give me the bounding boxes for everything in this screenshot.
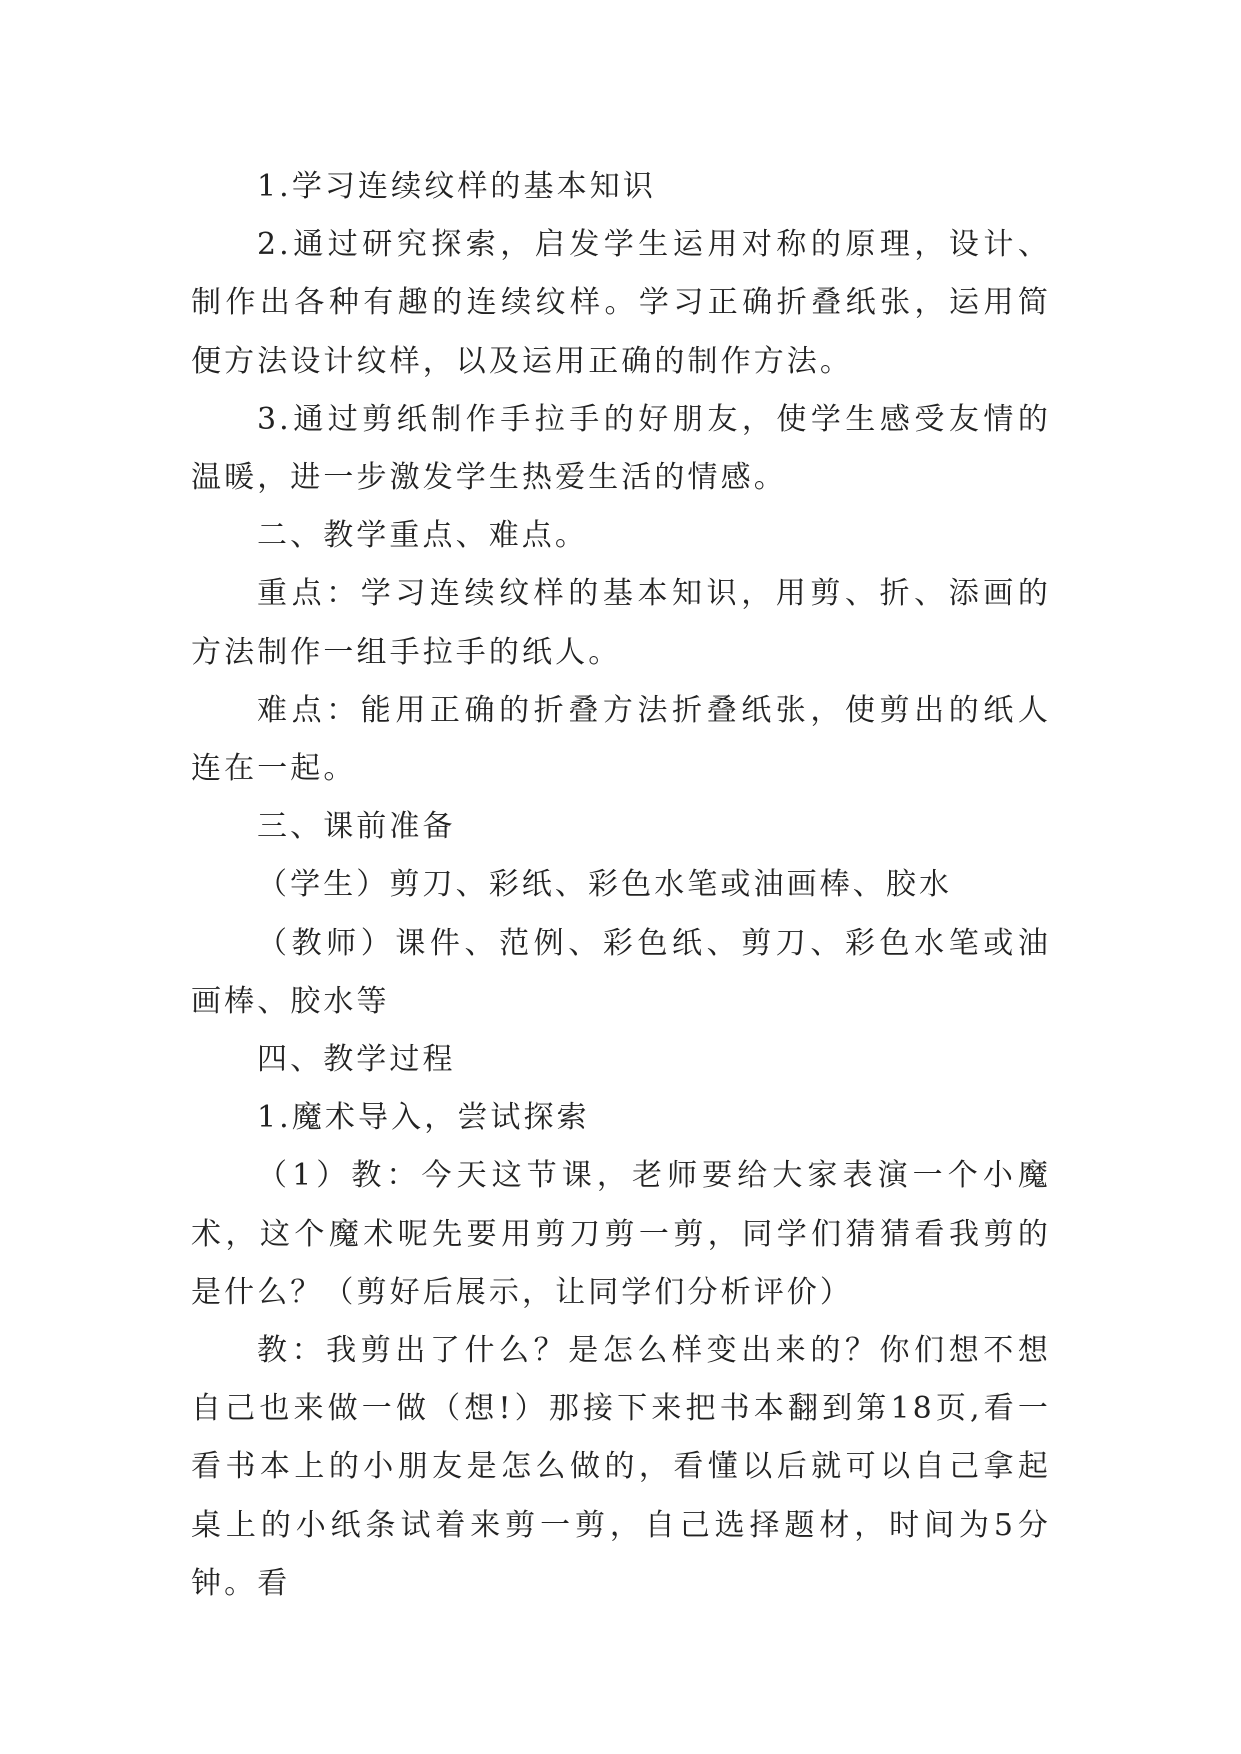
- process-step-1-1: （1）教：今天这节课，老师要给大家表演一个小魔术，这个魔术呢先要用剪刀剪一剪，同学们猜猜看我剪的是什么？（剪好后展示，让同学们分析评价）: [191, 1158, 1051, 1310]
- objective-1: 1.学习连续纹样的基本知识: [257, 169, 656, 204]
- document-body: [191, 158, 1051, 1613]
- student-materials: （学生）剪刀、彩纸、彩色水笔或油画棒、胶水: [257, 867, 953, 903]
- objective-2: 2.通过研究探索，启发学生运用对称的原理，设计、制作出各种有趣的连续纹样。学习正确折叠纸张，运用简便方法设计纹样，以及运用正确的制作方法。: [191, 227, 1051, 379]
- key-point: 重点：学习连续纹样的基本知识，用剪、折、添画的方法制作一组手拉手的纸人。: [191, 576, 1051, 670]
- section-heading-process: 四、教学过程: [257, 1042, 456, 1078]
- teacher-dialogue: 教：我剪出了什么？是怎么样变出来的？你们想不想自己也来做一做（想!）那接下来把书本翻到第18页,看一看书本上的小朋友是怎么做的，看懂以后就可以自己拿起桌上的小纸条试着来剪一剪，自己选择题材，时间为5分钟。看: [191, 1333, 1051, 1601]
- objective-3: 3.通过剪纸制作手拉手的好朋友，使学生感受友情的温暖，进一步激发学生热爱生活的情感。: [191, 401, 1051, 496]
- section-heading-key-points: 二、教学重点、难点。: [257, 518, 588, 554]
- teacher-materials: （教师）课件、范例、彩色纸、剪刀、彩色水笔或油画棒、胶水等: [191, 925, 1051, 1019]
- difficult-point: 难点：能用正确的折叠方法折叠纸张，使剪出的纸人连在一起。: [191, 692, 1051, 787]
- process-step-1: 1.魔术导入，尝试探索: [257, 1100, 590, 1136]
- section-heading-preparation: 三、课前准备: [257, 809, 456, 845]
